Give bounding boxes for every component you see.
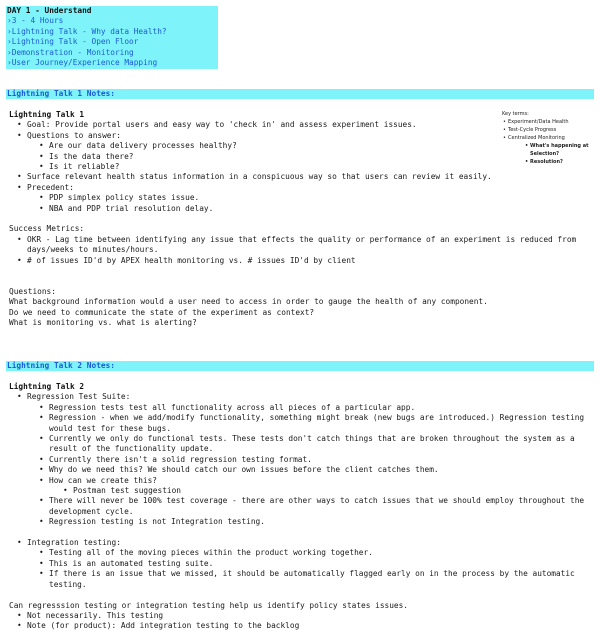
key-term: • Experiment/Data Health xyxy=(502,118,598,126)
talk2-heading: Lightning Talk 2 xyxy=(9,382,85,391)
list-item: • Precedent: • PDP simplex policy states issue. • NBA and PDP trial resolution delay. xyxy=(9,183,592,214)
list-item: • NBA and PDP trial resolution delay. xyxy=(9,204,592,214)
question-line: What is monitoring vs. what is alerting? xyxy=(9,318,197,328)
list-item: • This is an automated testing suite. xyxy=(9,559,592,569)
question-line: Do we need to communicate the state of the experiment as context? xyxy=(9,307,315,317)
question-line: What background information would a user need to access in order to gauge the health of any component. xyxy=(9,297,488,307)
list-item: • Postman test suggestion xyxy=(9,486,592,496)
day-item[interactable]: ›Lightning Talk - Why data Health? xyxy=(7,26,167,36)
list-item: • Are our data delivery processes healthy? xyxy=(9,141,592,151)
questions-label: Questions: xyxy=(9,286,56,296)
list-item: • Integration testing: • Testing all of the moving pieces within the product working together. • This is an automated testing suite. • If there is an issue that we missed, it should be automatically flagged early on in the process by the automatic testing. xyxy=(9,538,592,590)
list-item: • Not necessarily. This testing xyxy=(9,611,592,621)
talk1-heading: Lightning Talk 1 xyxy=(9,110,85,119)
day-item[interactable]: ›Demonstration - Monitoring xyxy=(7,47,134,57)
success-metrics-label: Success Metrics: xyxy=(9,224,85,234)
key-terms-label: Key terms: xyxy=(502,111,529,117)
list-item: • Testing all of the moving pieces within the product working together. xyxy=(9,548,592,558)
list-item: • # of issues ID'd by APEX health monitoring vs. # issues ID'd by client xyxy=(9,256,592,266)
key-terms-note xyxy=(502,110,598,166)
closing-question: Can regresssion testing or integration testing help us identify policy states issues. xyxy=(9,600,409,610)
list-item: • How can we create this? • Postman test suggestion xyxy=(9,476,592,497)
day-item[interactable]: ›User Journey/Experience Mapping xyxy=(7,58,158,68)
list-item: • Questions to answer: • Are our data delivery processes healthy? • Is the data there? • Is it reliable? xyxy=(9,131,592,173)
day-item[interactable]: ›3 - 4 Hours xyxy=(7,16,64,26)
key-term: • Test-Cycle Progress xyxy=(502,126,598,134)
list-item: • If there is an issue that we missed, it should be automatically flagged early on in the process by the automatic testing. xyxy=(9,569,592,590)
list-item: • Currently there isn't a solid regression testing format. xyxy=(9,455,592,465)
list-item: • Surface relevant health status information in a conspicuous way so that users can review it easily. xyxy=(9,172,592,182)
day-summary-box xyxy=(6,6,218,69)
day-item[interactable]: ›Lightning Talk - Open Floor xyxy=(7,37,139,47)
list-item: • Regression - when we add/modify functionality, something might break (new bugs are introduced.) Regression testing would test for these bugs. xyxy=(9,413,592,434)
list-item: • Why do we need this? We should catch our own issues before the client catches them. xyxy=(9,465,592,475)
talk2-notes-header: Lightning Talk 2 Notes: xyxy=(6,361,594,371)
day-title: DAY 1 - Understand xyxy=(7,6,92,15)
key-term: • Centralized Monitoring xyxy=(502,134,598,142)
talk1-notes-header: Lightning Talk 1 Notes: xyxy=(6,89,594,99)
list-item: • PDP simplex policy states issue. xyxy=(9,193,592,203)
list-item: • Note (for product): Add integration testing to the backlog xyxy=(9,621,592,631)
list-item: • Regression tests test all functionality across all pieces of a particular app. xyxy=(9,403,592,413)
talk2-section xyxy=(9,382,592,632)
key-term-sub: • What's happening at Selection? xyxy=(502,142,598,158)
list-item: • Regression testing is not Integration testing. xyxy=(9,517,592,527)
list-item: • Regression Test Suite: • Regression tests test all functionality across all pieces of a particular app. • Regression - when we add/modify functionality, something might break (new bugs are introduced.) Regression testing would test for these bugs. • Currently we only do functional tests. These tests don't catch things that are broken throughout the system as a result of the functionality update. • Currently there isn't a solid regression testing format. • Why do we need this? We should catch our own issues before the client catches them. • How can we create this? • Postman test suggestion • There will never be 100% test coverage - there are other ways to catch issues that we should employ throughout the development cycle. • Regression testing is not Integration testing. xyxy=(9,392,592,527)
list-item: • OKR - Lag time between identifying any issue that effects the quality or performance of an experiment is reduced from days/weeks to minutes/hours. xyxy=(9,235,592,256)
list-item: • Is it reliable? xyxy=(9,162,592,172)
key-term-sub: • Resolution? xyxy=(502,158,598,166)
list-item: • Is the data there? xyxy=(9,152,592,162)
list-item: • There will never be 100% test coverage - there are other ways to catch issues that we should employ throughout the development cycle. xyxy=(9,496,592,517)
list-item: • Currently we only do functional tests. These tests don't catch things that are broken throughout the system as a result of the functionality update. xyxy=(9,434,592,455)
list-item: • Goal: Provide portal users and easy way to 'check in' and assess experiment issues. xyxy=(9,120,592,130)
